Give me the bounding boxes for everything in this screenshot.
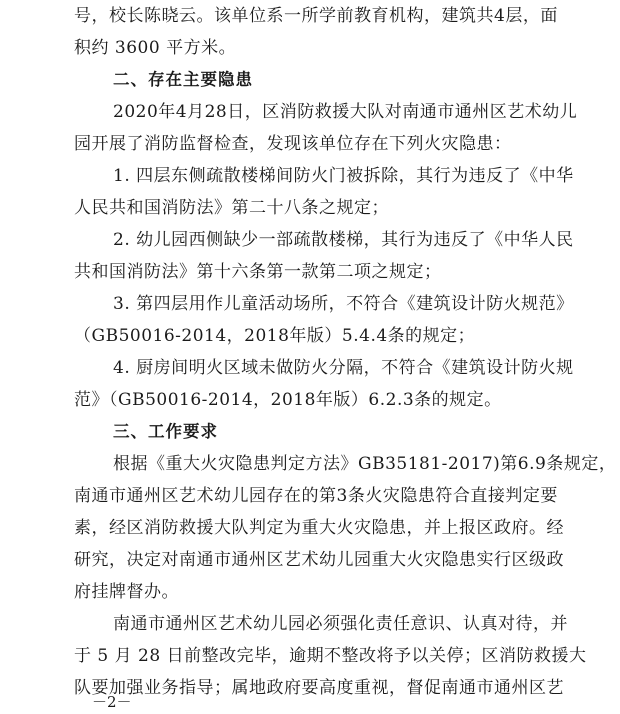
requirement-para-1-line-5: 府挂牌督办。	[74, 582, 179, 602]
section-3-heading: 三、工作要求	[113, 422, 218, 441]
hazard-item-3-line-2: （GB50016-2014，2018年版）5.4.4条的规定；	[74, 326, 476, 346]
hazard-item-2-line-1: 2. 幼儿园西侧缺少一部疏散楼梯，其行为违反了《中华人民	[113, 230, 574, 250]
section-2-heading: 二、存在主要隐患	[113, 70, 253, 89]
hazard-item-4-line-2: 范》（GB50016-2014，2018年版）6.2.3条的规定。	[74, 390, 502, 410]
hazard-item-4-line-1: 4. 厨房间明火区域未做防火分隔，不符合《建筑设计防火规	[113, 358, 574, 378]
intro-line-1: 号，校长陈晓云。该单位系一所学前教育机构，建筑共4层，面	[74, 6, 558, 26]
requirement-para-1-line-3: 素，经区消防救援大队判定为重大火灾隐患，并上报区政府。经	[74, 518, 564, 538]
requirement-para-1-line-1: 根据《重大火灾隐患判定方法》GB35181-2017)第6.9条规定，	[113, 454, 617, 474]
hazard-item-1-line-2: 人民共和国消防法》第二十八条之规定；	[74, 198, 389, 218]
requirement-para-2-line-2: 于 5 月 28 日前整改完毕，逾期不整改将予以关停；区消防救援大	[74, 646, 587, 666]
hazard-item-3-line-1: 3. 第四层用作儿童活动场所，不符合《建筑设计防火规范》	[113, 294, 574, 314]
section-2-lead-line-1: 2020年4月28日，区消防救援大队对南通市通州区艺术幼儿	[113, 102, 578, 122]
section-2-lead-line-2: 园开展了消防监督检查，发现该单位存在下列火灾隐患：	[74, 134, 512, 154]
requirement-para-1-line-2: 南通市通州区艺术幼儿园存在的第3条火灾隐患符合直接判定要	[74, 486, 558, 506]
requirement-para-2-line-3: 队要加强业务指导；属地政府要高度重视，督促南通市通州区艺	[74, 678, 564, 698]
requirement-para-1-line-4: 研究，决定对南通市通州区艺术幼儿园重大火灾隐患实行区级政	[74, 550, 564, 570]
hazard-item-1-line-1: 1. 四层东侧疏散楼梯间防火门被拆除，其行为违反了《中华	[113, 166, 574, 186]
intro-line-2: 积约 3600 平方米。	[74, 38, 237, 58]
hazard-item-2-line-2: 共和国消防法》第十六条第一款第二项之规定；	[74, 262, 442, 282]
requirement-para-2-line-1: 南通市通州区艺术幼儿园必须强化责任意识、认真对待，并	[113, 614, 568, 634]
page-number: －2－	[92, 693, 132, 711]
